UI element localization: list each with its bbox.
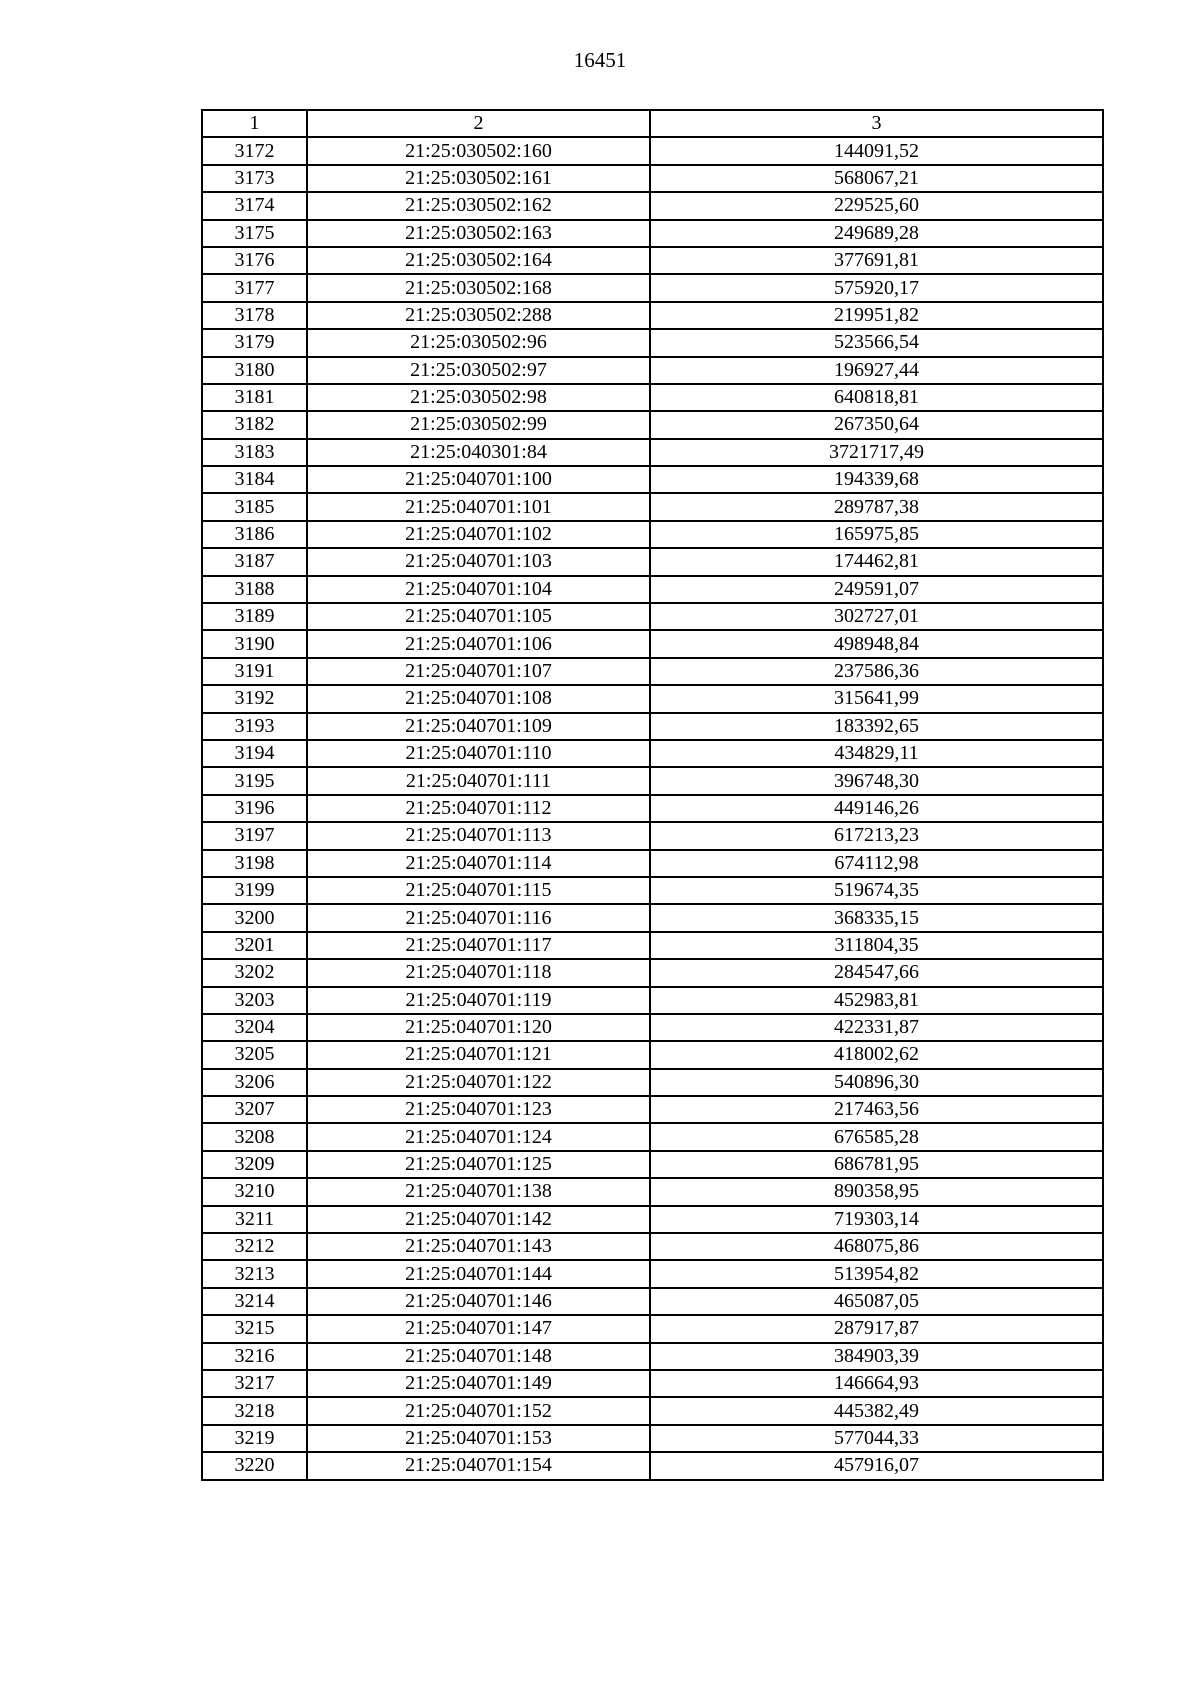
cadastral-number-cell: 21:25:040701:123 — [307, 1096, 650, 1123]
value-cell: 249591,07 — [650, 576, 1103, 603]
cadastral-number-cell: 21:25:040701:114 — [307, 850, 650, 877]
column-header-1: 1 — [202, 110, 307, 137]
cadastral-number-cell: 21:25:040701:144 — [307, 1260, 650, 1287]
table-row — [202, 904, 1103, 931]
value-cell: 396748,30 — [650, 767, 1103, 794]
cadastral-number-cell: 21:25:040701:101 — [307, 493, 650, 520]
row-number-cell: 3180 — [202, 357, 307, 384]
table-row — [202, 493, 1103, 520]
table-row — [202, 1233, 1103, 1260]
row-number-cell: 3205 — [202, 1041, 307, 1068]
table-row — [202, 329, 1103, 356]
cadastral-number-cell: 21:25:040701:111 — [307, 767, 650, 794]
row-number-cell: 3212 — [202, 1233, 307, 1260]
value-cell: 249689,28 — [650, 220, 1103, 247]
cadastral-number-cell: 21:25:030502:164 — [307, 247, 650, 274]
cadastral-number-cell: 21:25:040701:112 — [307, 795, 650, 822]
row-number-cell: 3208 — [202, 1123, 307, 1150]
row-number-cell: 3183 — [202, 439, 307, 466]
table-row — [202, 959, 1103, 986]
table-row — [202, 1096, 1103, 1123]
value-cell: 418002,62 — [650, 1041, 1103, 1068]
row-number-cell: 3194 — [202, 740, 307, 767]
cadastral-number-cell: 21:25:040701:138 — [307, 1178, 650, 1205]
value-cell: 287917,87 — [650, 1315, 1103, 1342]
column-header-2: 2 — [307, 110, 650, 137]
value-cell: 676585,28 — [650, 1123, 1103, 1150]
table-row — [202, 137, 1103, 164]
cadastral-number-cell: 21:25:040701:104 — [307, 576, 650, 603]
value-cell: 686781,95 — [650, 1151, 1103, 1178]
row-number-cell: 3195 — [202, 767, 307, 794]
cadastral-number-cell: 21:25:040701:147 — [307, 1315, 650, 1342]
cadastral-number-cell: 21:25:040701:146 — [307, 1288, 650, 1315]
value-cell: 237586,36 — [650, 658, 1103, 685]
row-number-cell: 3189 — [202, 603, 307, 630]
table-row — [202, 1370, 1103, 1397]
cadastral-number-cell: 21:25:040701:105 — [307, 603, 650, 630]
table-row — [202, 548, 1103, 575]
value-cell: 498948,84 — [650, 630, 1103, 657]
cadastral-number-cell: 21:25:030502:168 — [307, 274, 650, 301]
row-number-cell: 3191 — [202, 658, 307, 685]
row-number-cell: 3187 — [202, 548, 307, 575]
row-number-cell: 3198 — [202, 850, 307, 877]
table-row — [202, 713, 1103, 740]
value-cell: 577044,33 — [650, 1425, 1103, 1452]
row-number-cell: 3206 — [202, 1069, 307, 1096]
value-cell: 284547,66 — [650, 959, 1103, 986]
row-number-cell: 3199 — [202, 877, 307, 904]
value-cell: 434829,11 — [650, 740, 1103, 767]
row-number-cell: 3204 — [202, 1014, 307, 1041]
row-number-cell: 3210 — [202, 1178, 307, 1205]
table-row — [202, 1452, 1103, 1479]
table-row — [202, 1288, 1103, 1315]
cadastral-number-cell: 21:25:040701:117 — [307, 932, 650, 959]
table-row — [202, 439, 1103, 466]
row-number-cell: 3174 — [202, 192, 307, 219]
value-cell: 465087,05 — [650, 1288, 1103, 1315]
row-number-cell: 3220 — [202, 1452, 307, 1479]
header-row — [202, 110, 1103, 137]
table-row — [202, 767, 1103, 794]
cadastral-number-cell: 21:25:040701:142 — [307, 1206, 650, 1233]
table-row — [202, 1178, 1103, 1205]
value-cell: 452983,81 — [650, 987, 1103, 1014]
value-cell: 165975,85 — [650, 521, 1103, 548]
row-number-cell: 3211 — [202, 1206, 307, 1233]
cadastral-number-cell: 21:25:040701:100 — [307, 466, 650, 493]
table-row — [202, 1151, 1103, 1178]
page-number: 16451 — [573, 48, 627, 72]
cadastral-number-cell: 21:25:040701:103 — [307, 548, 650, 575]
cadastral-number-cell: 21:25:040701:122 — [307, 1069, 650, 1096]
value-cell: 311804,35 — [650, 932, 1103, 959]
table-row — [202, 685, 1103, 712]
value-cell: 219951,82 — [650, 302, 1103, 329]
value-cell: 267350,64 — [650, 411, 1103, 438]
value-cell: 719303,14 — [650, 1206, 1103, 1233]
cadastral-number-cell: 21:25:030502:288 — [307, 302, 650, 329]
cadastral-number-cell: 21:25:040701:116 — [307, 904, 650, 931]
cadastral-number-cell: 21:25:040701:106 — [307, 630, 650, 657]
row-number-cell: 3214 — [202, 1288, 307, 1315]
value-cell: 457916,07 — [650, 1452, 1103, 1479]
cadastral-number-cell: 21:25:040701:148 — [307, 1343, 650, 1370]
cadastral-number-cell: 21:25:040701:102 — [307, 521, 650, 548]
cadastral-number-cell: 21:25:030502:98 — [307, 384, 650, 411]
value-cell: 422331,87 — [650, 1014, 1103, 1041]
table-row — [202, 658, 1103, 685]
table-row — [202, 302, 1103, 329]
value-cell: 174462,81 — [650, 548, 1103, 575]
row-number-cell: 3218 — [202, 1397, 307, 1424]
value-cell: 617213,23 — [650, 822, 1103, 849]
table-row — [202, 987, 1103, 1014]
row-number-cell: 3197 — [202, 822, 307, 849]
value-cell: 540896,30 — [650, 1069, 1103, 1096]
row-number-cell: 3190 — [202, 630, 307, 657]
value-cell: 674112,98 — [650, 850, 1103, 877]
row-number-cell: 3188 — [202, 576, 307, 603]
table-row — [202, 1425, 1103, 1452]
cadastral-number-cell: 21:25:030502:162 — [307, 192, 650, 219]
cadastral-number-cell: 21:25:040701:109 — [307, 713, 650, 740]
value-cell: 196927,44 — [650, 357, 1103, 384]
row-number-cell: 3176 — [202, 247, 307, 274]
table-row — [202, 1069, 1103, 1096]
value-cell: 568067,21 — [650, 165, 1103, 192]
table-row — [202, 411, 1103, 438]
row-number-cell: 3184 — [202, 466, 307, 493]
table-row — [202, 165, 1103, 192]
value-cell: 384903,39 — [650, 1343, 1103, 1370]
table-row — [202, 1343, 1103, 1370]
cadastral-number-cell: 21:25:030502:99 — [307, 411, 650, 438]
table-row — [202, 822, 1103, 849]
value-cell: 640818,81 — [650, 384, 1103, 411]
value-cell: 513954,82 — [650, 1260, 1103, 1287]
value-cell: 289787,38 — [650, 493, 1103, 520]
cadastral-number-cell: 21:25:040701:143 — [307, 1233, 650, 1260]
table-row — [202, 384, 1103, 411]
cadastral-number-cell: 21:25:040701:108 — [307, 685, 650, 712]
row-number-cell: 3209 — [202, 1151, 307, 1178]
value-cell: 575920,17 — [650, 274, 1103, 301]
value-cell: 445382,49 — [650, 1397, 1103, 1424]
row-number-cell: 3196 — [202, 795, 307, 822]
table-header — [202, 110, 1103, 137]
value-cell: 523566,54 — [650, 329, 1103, 356]
row-number-cell: 3179 — [202, 329, 307, 356]
data-table — [201, 109, 1104, 1481]
value-cell: 890358,95 — [650, 1178, 1103, 1205]
table-row — [202, 576, 1103, 603]
cadastral-number-cell: 21:25:040701:119 — [307, 987, 650, 1014]
value-cell: 146664,93 — [650, 1370, 1103, 1397]
value-cell: 229525,60 — [650, 192, 1103, 219]
row-number-cell: 3178 — [202, 302, 307, 329]
cadastral-number-cell: 21:25:030502:160 — [307, 137, 650, 164]
value-cell: 368335,15 — [650, 904, 1103, 931]
row-number-cell: 3201 — [202, 932, 307, 959]
table-row — [202, 1041, 1103, 1068]
row-number-cell: 3203 — [202, 987, 307, 1014]
value-cell: 302727,01 — [650, 603, 1103, 630]
row-number-cell: 3202 — [202, 959, 307, 986]
value-cell: 468075,86 — [650, 1233, 1103, 1260]
row-number-cell: 3186 — [202, 521, 307, 548]
value-cell: 217463,56 — [650, 1096, 1103, 1123]
cadastral-number-cell: 21:25:040701:120 — [307, 1014, 650, 1041]
cadastral-number-cell: 21:25:030502:96 — [307, 329, 650, 356]
row-number-cell: 3215 — [202, 1315, 307, 1342]
table-row — [202, 1260, 1103, 1287]
table-row — [202, 466, 1103, 493]
cadastral-number-cell: 21:25:040701:107 — [307, 658, 650, 685]
table-row — [202, 1315, 1103, 1342]
table-row — [202, 357, 1103, 384]
table-row — [202, 1123, 1103, 1150]
value-cell: 449146,26 — [650, 795, 1103, 822]
table-row — [202, 1206, 1103, 1233]
row-number-cell: 3175 — [202, 220, 307, 247]
row-number-cell: 3192 — [202, 685, 307, 712]
row-number-cell: 3200 — [202, 904, 307, 931]
table-row — [202, 247, 1103, 274]
table-row — [202, 877, 1103, 904]
table-body — [202, 137, 1103, 1479]
cadastral-number-cell: 21:25:040701:125 — [307, 1151, 650, 1178]
value-cell: 377691,81 — [650, 247, 1103, 274]
cadastral-number-cell: 21:25:040701:110 — [307, 740, 650, 767]
row-number-cell: 3177 — [202, 274, 307, 301]
row-number-cell: 3173 — [202, 165, 307, 192]
row-number-cell: 3213 — [202, 1260, 307, 1287]
value-cell: 194339,68 — [650, 466, 1103, 493]
cadastral-number-cell: 21:25:040701:118 — [307, 959, 650, 986]
cadastral-number-cell: 21:25:030502:163 — [307, 220, 650, 247]
row-number-cell: 3207 — [202, 1096, 307, 1123]
cadastral-number-cell: 21:25:030502:97 — [307, 357, 650, 384]
cadastral-number-cell: 21:25:040701:153 — [307, 1425, 650, 1452]
table-row — [202, 603, 1103, 630]
column-header-3: 3 — [650, 110, 1103, 137]
row-number-cell: 3182 — [202, 411, 307, 438]
table-row — [202, 220, 1103, 247]
cadastral-number-cell: 21:25:040701:115 — [307, 877, 650, 904]
cadastral-number-cell: 21:25:040701:154 — [307, 1452, 650, 1479]
cadastral-number-cell: 21:25:040701:149 — [307, 1370, 650, 1397]
table-row — [202, 850, 1103, 877]
row-number-cell: 3217 — [202, 1370, 307, 1397]
row-number-cell: 3172 — [202, 137, 307, 164]
cadastral-number-cell: 21:25:030502:161 — [307, 165, 650, 192]
cadastral-number-cell: 21:25:040301:84 — [307, 439, 650, 466]
value-cell: 315641,99 — [650, 685, 1103, 712]
table-row — [202, 630, 1103, 657]
row-number-cell: 3193 — [202, 713, 307, 740]
table-row — [202, 932, 1103, 959]
table-row — [202, 1397, 1103, 1424]
row-number-cell: 3216 — [202, 1343, 307, 1370]
value-cell: 3721717,49 — [650, 439, 1103, 466]
cadastral-number-cell: 21:25:040701:124 — [307, 1123, 650, 1150]
row-number-cell: 3219 — [202, 1425, 307, 1452]
table-row — [202, 521, 1103, 548]
table-row — [202, 192, 1103, 219]
value-cell: 144091,52 — [650, 137, 1103, 164]
table-row — [202, 274, 1103, 301]
table-row — [202, 795, 1103, 822]
table-row — [202, 1014, 1103, 1041]
cadastral-number-cell: 21:25:040701:121 — [307, 1041, 650, 1068]
value-cell: 519674,35 — [650, 877, 1103, 904]
table-row — [202, 740, 1103, 767]
value-cell: 183392,65 — [650, 713, 1103, 740]
cadastral-number-cell: 21:25:040701:113 — [307, 822, 650, 849]
cadastral-number-cell: 21:25:040701:152 — [307, 1397, 650, 1424]
row-number-cell: 3185 — [202, 493, 307, 520]
row-number-cell: 3181 — [202, 384, 307, 411]
